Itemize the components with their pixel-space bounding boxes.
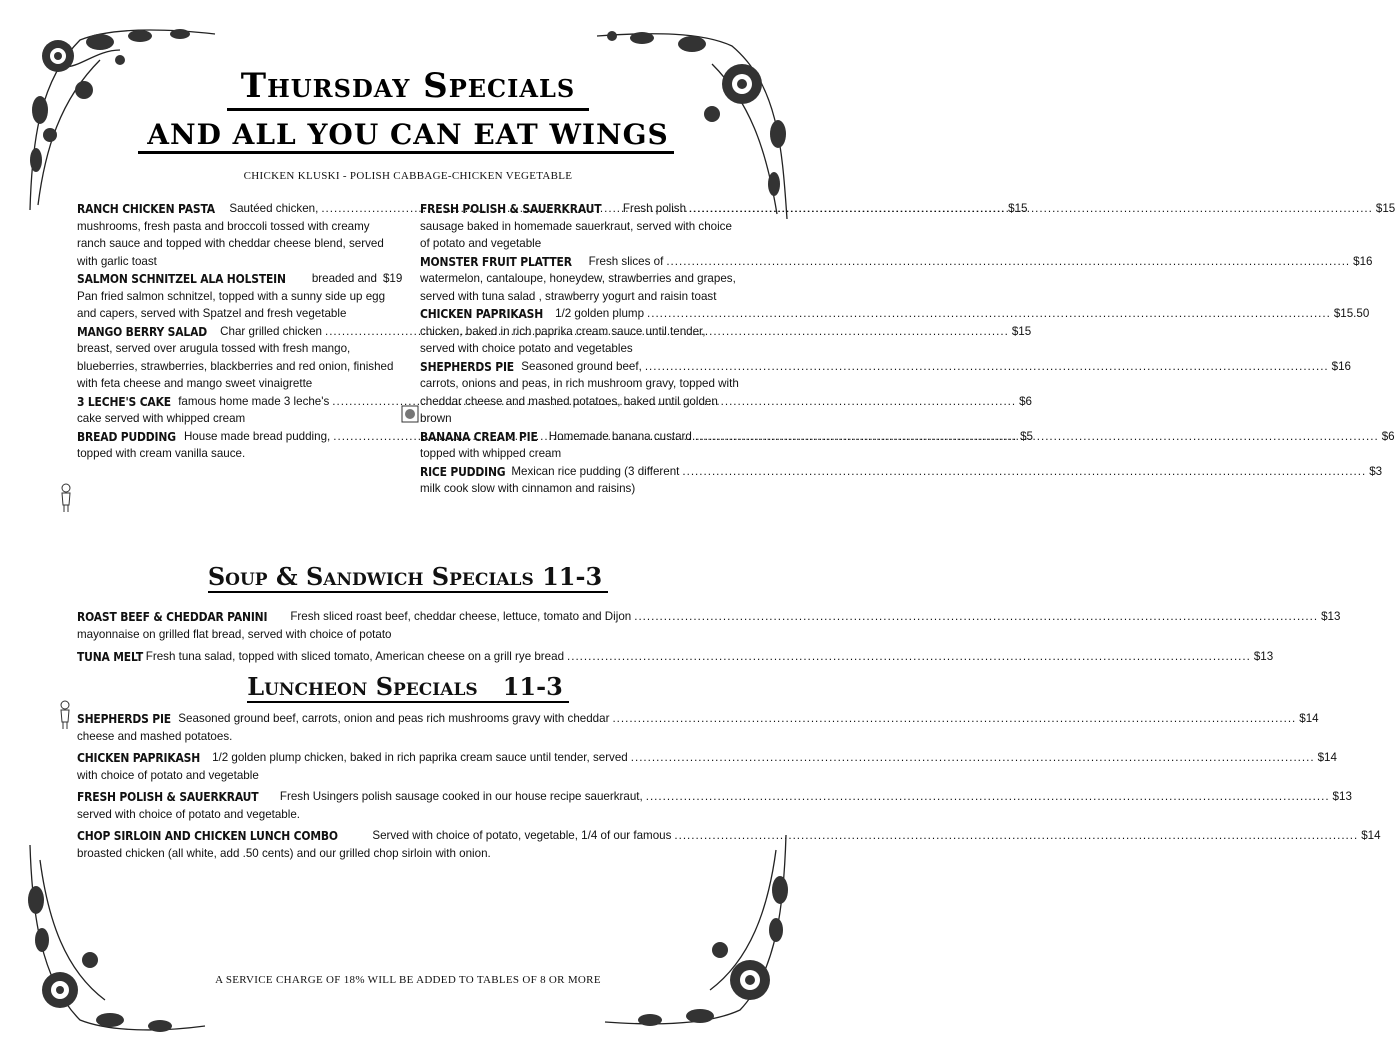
menu-item: ROAST BEEF & CHEDDAR PANINI Fresh sliced roast beef, cheddar cheese, lettuce, tomato and Dijon ..... $13 mayonnaise on grilled flat bread, served with choice of potato: [77, 608, 739, 643]
pie-icon: [401, 405, 419, 423]
chef-icon: [58, 483, 74, 513]
section-title-luncheon: Luncheon Specials 11-3: [0, 672, 816, 703]
menu-item: CHOP SIRLOIN AND CHICKEN LUNCH COMBO Served with choice of potato, vegetable, 1/4 of our famous ..... $14 broasted chicken (all white, add .50 cents) and our grilled chop sirloin with onion.: [77, 827, 739, 862]
menu-item: CHICKEN PAPRIKASH 1/2 golden plump ..... $15.50 chicken, baked in rich paprika cream sauce until tender, served with choice potato and vegetables: [420, 305, 740, 358]
menu-item: SALMON SCHNITZEL ALA HOLSTEIN breaded and $19 Pan fried salmon schnitzel, topped with a sunny side up egg and capers, served with Spatzel and fresh vegetable: [77, 271, 403, 320]
menu-item: SHEPHERDS PIE Seasoned ground beef, carrots, onion and peas rich mushrooms gravy with cheddar ..... $14 cheese and mashed potatoes.: [77, 710, 739, 745]
luncheon-list: [77, 710, 1381, 862]
menu-item: MANGO BERRY SALAD Char grilled chicken ..... $15 breast, served over arugula tossed with fresh mango, blueberries, strawberries, blackberries and red onion, finished with feta cheese and mango sweet vinaigrette: [77, 323, 397, 393]
menu-item: FRESH POLISH & SAUERKRAUT Fresh Usingers polish sausage cooked in our house recipe sauerkraut, ..... $13 served with choice of potato and vegetable.: [77, 788, 739, 823]
chef-icon: [57, 700, 73, 730]
menu-item: RANCH CHICKEN PASTA Sautéed chicken, ..... $15 mushrooms, fresh pasta and broccoli tossed with creamy ranch sauce and topped with cheddar cheese blend, served with garlic toast: [77, 200, 397, 270]
menu-item: FRESH POLISH & SAUERKRAUT Fresh polish ..... $15 sausage baked in homemade sauerkraut, served with choice of potato and vegetable: [420, 200, 740, 253]
subtitle-underline: [138, 151, 674, 154]
menu-item: MONSTER FRUIT PLATTER Fresh slices of ..... $16 watermelon, cantaloupe, honeydew, strawberries and grapes, served with tuna salad , strawberry yogurt and raisin toast: [420, 253, 740, 306]
menu-item: CHICKEN PAPRIKASH 1/2 golden plump chicken, baked in rich paprika cream sauce until tender, served ..... $14 with choice of potato and vegetable: [77, 749, 739, 784]
menu-item: BANANA CREAM PIE Homemade banana custard ..... $6 topped with whipped cream: [420, 428, 740, 463]
section-title-soup-sandwich: Soup & Sandwich Specials 11-3: [0, 562, 816, 593]
page-title: Thursday Specials: [0, 66, 816, 111]
page-subtitle: AND ALL YOU CAN EAT WINGS: [0, 118, 816, 154]
menu-item: BREAD PUDDING House made bread pudding, ..... $5 topped with cream vanilla sauce.: [77, 428, 397, 463]
menu-item: RICE PUDDING Mexican rice pudding (3 different ..... $3 milk cook slow with cinnamon and raisins): [420, 463, 740, 498]
menu-item: 3 LECHE'S CAKE famous home made 3 leche's ..... $6 cake served with whipped cream: [77, 393, 397, 428]
floral-corner-bottom-left: [20, 840, 210, 1040]
soup-sandwich-list: [77, 608, 1341, 666]
menu-item: SHEPHERDS PIE Seasoned ground beef, ..... $16 carrots, onions and peas, in rich mushroom gravy, topped with cheddar cheese and mashed potatoes, baked until golden brown: [420, 358, 740, 428]
service-charge-note: A SERVICE CHARGE OF 18% WILL BE ADDED TO TABLES OF 8 OR MORE: [215, 974, 601, 986]
soups-line: CHICKEN KLUSKI - POLISH CABBAGE-CHICKEN VEGETABLE: [243, 170, 573, 182]
menu-item: TUNA MELT Fresh tuna salad, topped with sliced tomato, American cheese on a grill rye bread ..... $13: [77, 648, 739, 666]
title-underline: [227, 108, 589, 111]
